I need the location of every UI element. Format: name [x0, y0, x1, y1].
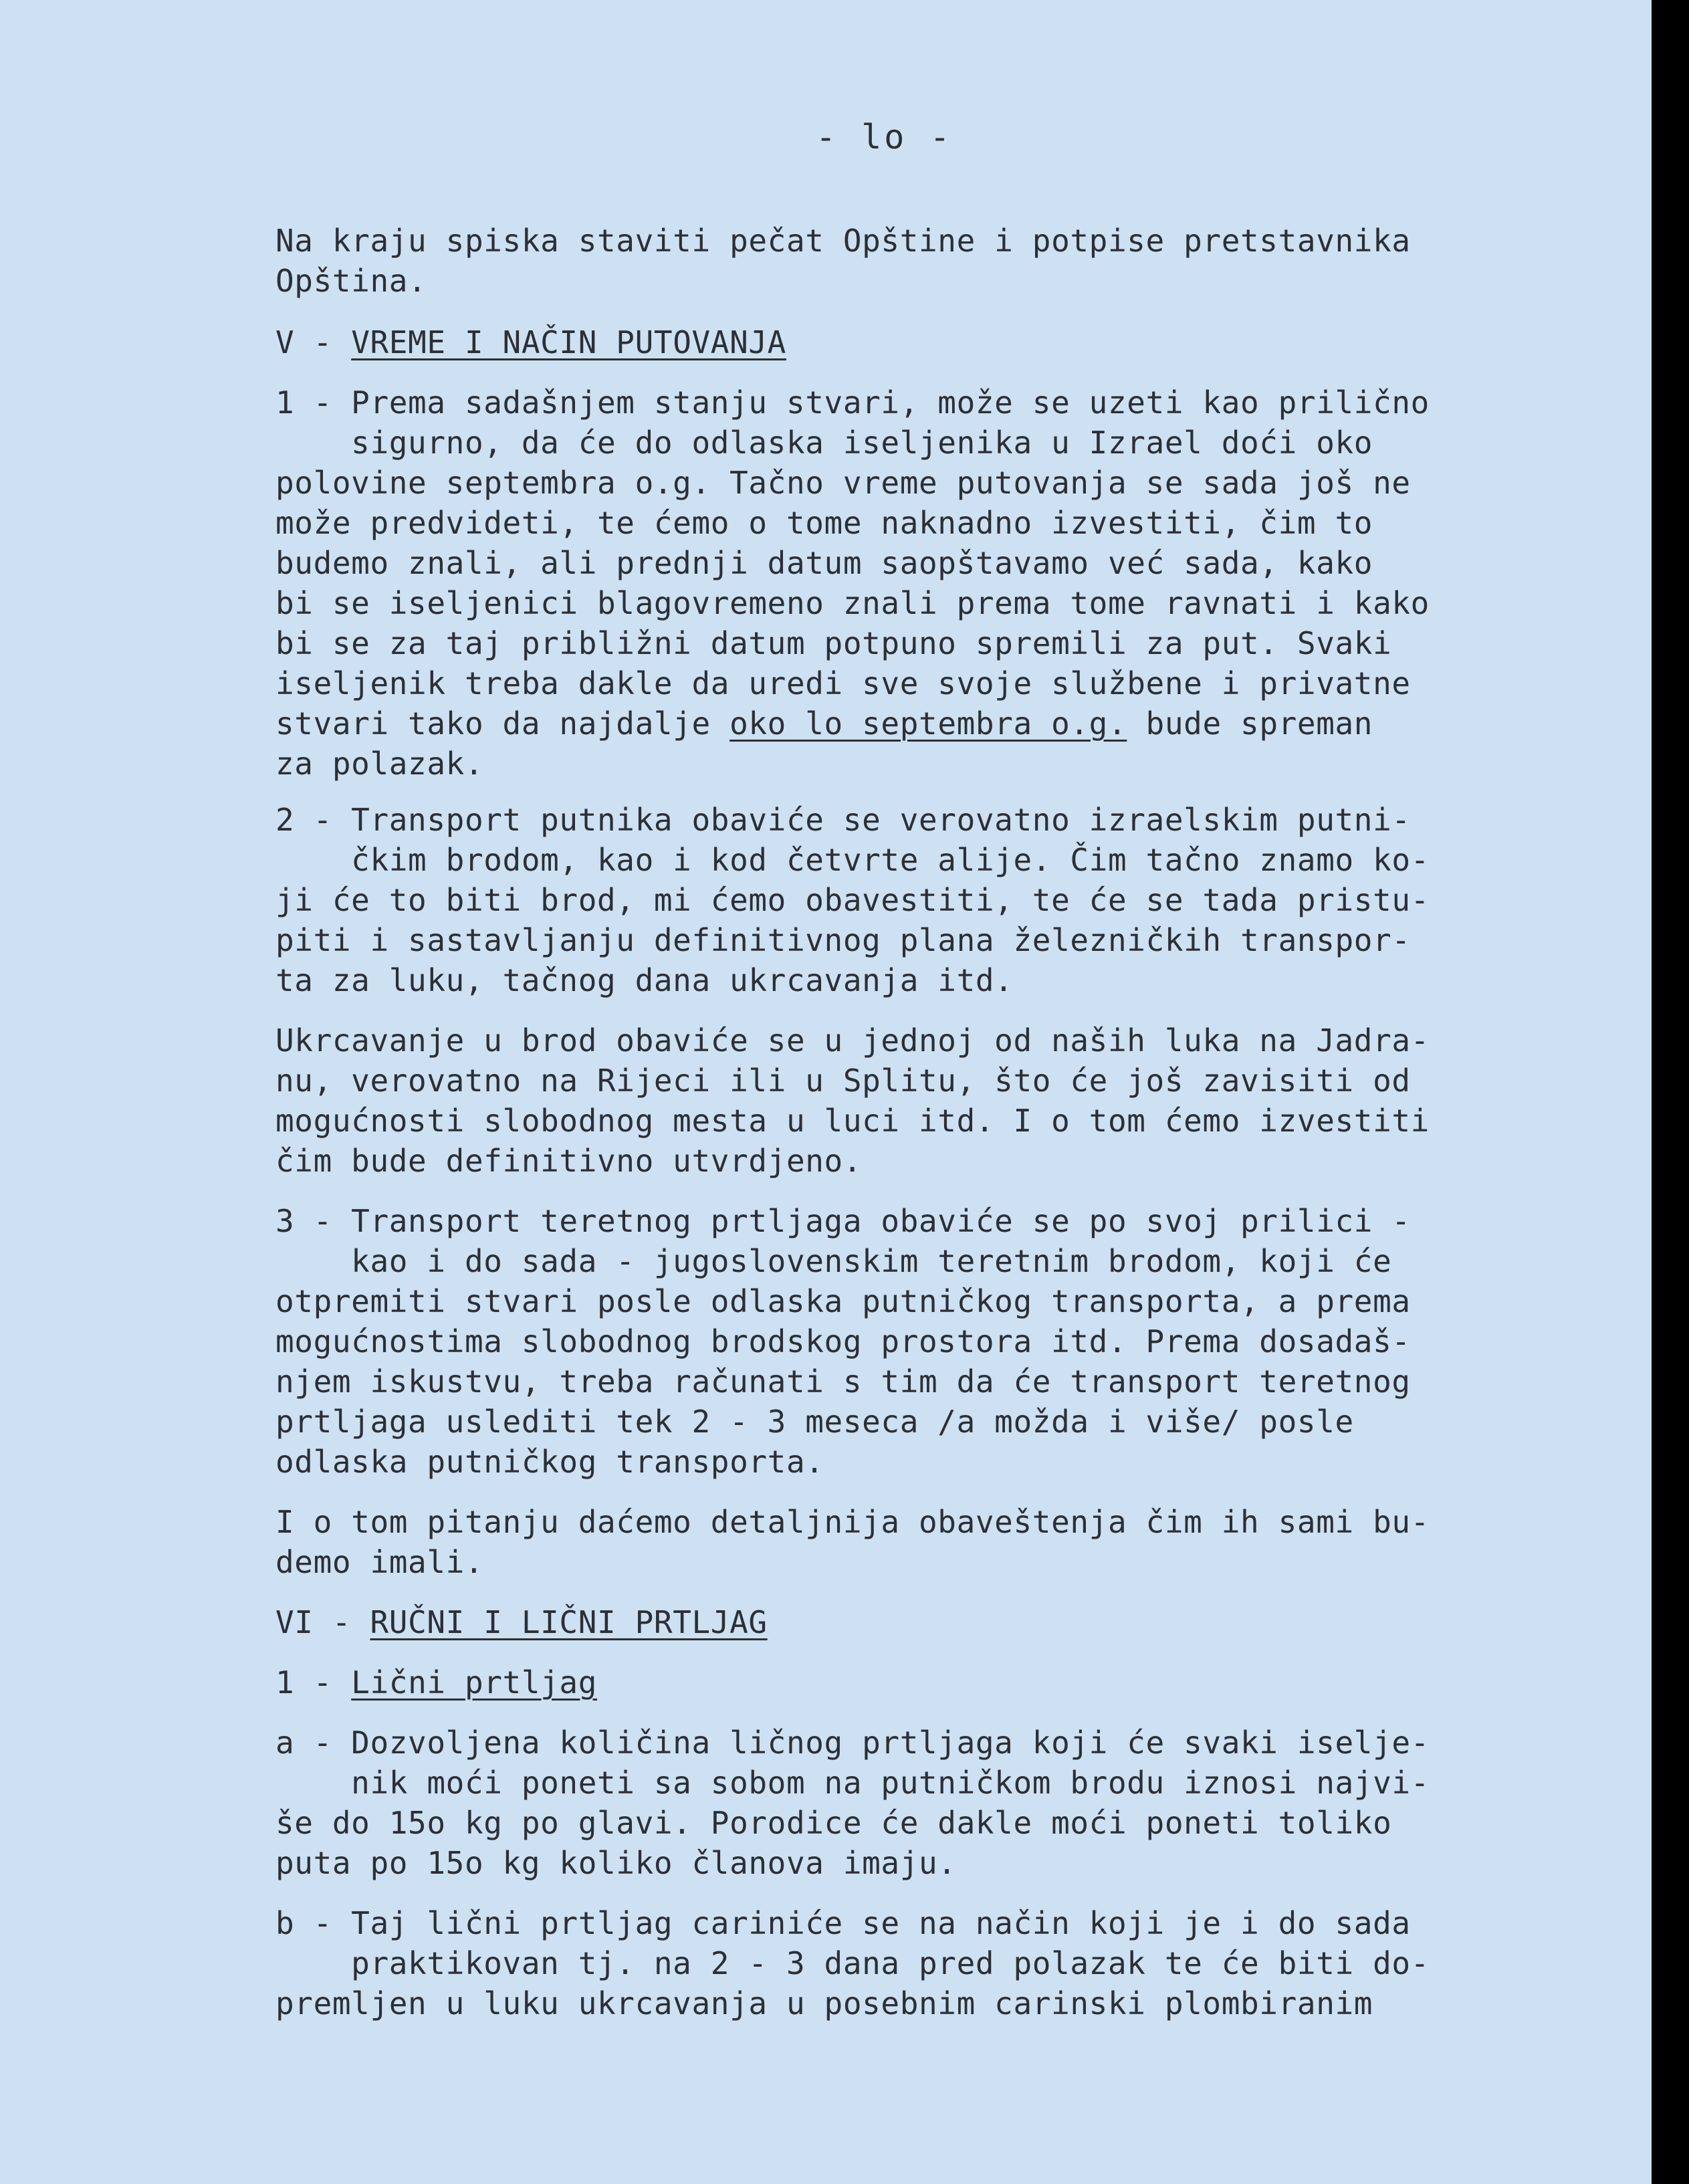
section-heading-vi	[275, 1602, 768, 1642]
paragraph-customs: b - Taj lični prtljag cariniće se na način koji je i do sada praktikovan tj. na 2 - 3 dana pred polazak te će biti do- premljen u luku ukrcavanja u posebnim carinski plombiranim	[275, 1905, 1430, 2022]
paragraph-travel-time	[275, 383, 1546, 784]
subsection-heading	[275, 1662, 597, 1703]
paragraph-text: 1 - Prema sadašnjem stanju stvari, može se uzeti kao prilično sigurno, da će do odlaska iseljenika u Izrael doći oko polovine septembra o.g. Tačno vreme putovanja se sada još ne može predvideti, te ćemo o tome naknadno izvestiti, čim to budemo znali, ali prednji datum saopštavamo već sada, kako bi se iseljenici blagovremeno znali prema tome ravnati i kako bi se za taj približni datum potpuno spremili za put. Svaki iseljenik treba dakle da uredi sve svoje službene i privatne	[275, 385, 1430, 701]
paragraph-luggage-allowance: a - Dozvoljena količina ličnog prtljaga koji će svaki iselje- nik moći poneti sa sobom na putničkom brodu iznosi najvi- še do 15o kg po glavi. Porodice će dakle moći poneti toliko puta po 15o kg koliko članova imaju.	[275, 1725, 1430, 1881]
section-title: VREME I NAČIN PUTOVANJA	[351, 324, 786, 360]
paragraph-stamp-signatures: Na kraju spiska staviti pečat Opštine i potpise pretstavnika Opština.	[275, 223, 1411, 299]
paragraph-embarkation: Ukrcavanje u brod obaviće se u jednoj od naših luka na Jadra- nu, verovatno na Rijeci ili u Splitu, što će još zavisiti od mogućnosti slobodnog mesta u luci itd. I o tom ćemo izvestiti čim bude definitivno utvrdjeno.	[275, 1022, 1430, 1179]
section-title: RUČNI I LIČNI PRTLJAG	[370, 1604, 768, 1640]
subsection-label: 1 -	[275, 1664, 352, 1701]
paragraph-further-info: I o tom pitanju daćemo detaljnija obaveštenja čim ih sami bu- demo imali.	[275, 1504, 1430, 1580]
paragraph-text: bude spreman za polazak.	[275, 705, 1373, 782]
section-heading-v	[275, 322, 786, 362]
section-label: V -	[275, 324, 352, 360]
paragraph-cargo-transport: 3 - Transport teretnog prtljaga obaviće se po svoj prilici - kao i do sada - jugoslovenskim teretnim brodom, koji će otpremiti stvari posle odlaska putničkog transporta, a prema mogućnostima slobodnog brodskog prostora itd. Prema dosadaš- njem iskustvu, treba računati s tim da će transport teretnog prtljaga uslediti tek 2 - 3 meseca /a možda i više/ posle odlaska putničkog transporta.	[275, 1203, 1411, 1480]
subsection-title: Lični prtljag	[351, 1664, 598, 1701]
paragraph-text: stvari tako da najdalje	[275, 705, 730, 742]
page-number: - lo -	[816, 118, 953, 156]
underlined-date: oko lo septembra o.g.	[729, 705, 1127, 742]
paragraph-passenger-transport: 2 - Transport putnika obaviće se verovatno izraelskim putni- čkim brodom, kao i kod četvrte alije. Čim tačno znamo ko- ji će to biti brod, mi ćemo obavestiti, te će se tada pristu- piti i sastavljanju definitivnog plana železničkih transpor- ta za luku, tačnog dana ukrcavanja itd.	[275, 802, 1430, 998]
section-label: VI -	[275, 1604, 370, 1640]
